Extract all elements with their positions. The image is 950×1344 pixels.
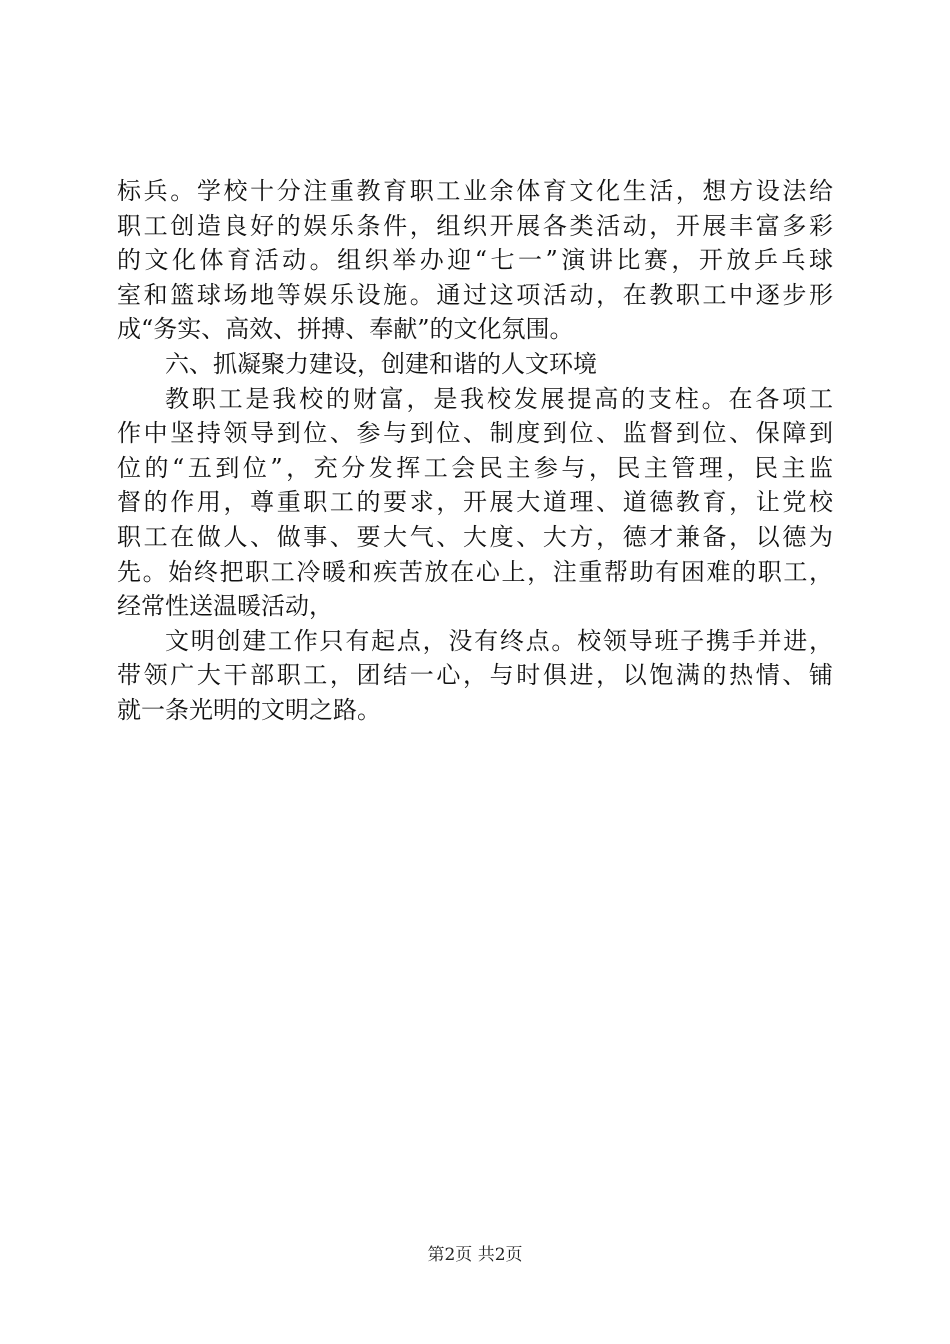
section-heading: 六、抓凝聚力建设，创建和谐的人文环境: [165, 349, 597, 378]
paragraph-line: 室和篮球场地等娱乐设施。通过这项活动，在教职工中逐步形: [117, 280, 833, 309]
paragraph-line: 带领广大干部职工，团结一心，与时俱进，以饱满的热情、铺: [117, 661, 833, 690]
page-footer: [0, 1244, 950, 1266]
paragraph-line: 先。始终把职工冷暖和疾苦放在心上，注重帮助有困难的职工，: [117, 557, 833, 586]
paragraph-line: 督的作用，尊重职工的要求，开展大道理、道德教育，让党校: [117, 488, 833, 517]
paragraph-line: 就一条光明的文明之路。: [117, 695, 381, 724]
paragraph-line: 文明创建工作只有起点，没有终点。校领导班子携手并进，: [165, 626, 833, 655]
paragraph-line: 标兵。学校十分注重教育职工业余体育文化生活，想方设法给: [117, 177, 833, 205]
paragraph-line: 经常性送温暖活动，: [117, 592, 333, 621]
paragraph-line: 位的“五到位”，充分发挥工会民主参与，民主管理，民主监: [117, 453, 833, 482]
paragraph-line: 职工在做人、做事、要大气、大度、大方，德才兼备，以德为: [117, 522, 833, 551]
paragraph-line: 成“务实、高效、拼搏、奉献”的文化氛围。: [117, 315, 574, 344]
paragraph-line: 职工创造良好的娱乐条件，组织开展各类活动，开展丰富多彩: [117, 211, 833, 240]
paragraph-line: 的文化体育活动。组织举办迎“七一”演讲比赛，开放乒乓球: [117, 246, 833, 275]
paragraph-line: 教职工是我校的财富，是我校发展提高的支柱。在各项工: [165, 384, 833, 413]
paragraph-line: 作中坚持领导到位、参与到位、制度到位、监督到位、保障到: [117, 419, 833, 448]
document-body: [117, 174, 833, 728]
page-indicator: 第2页 共2页: [427, 1245, 523, 1265]
